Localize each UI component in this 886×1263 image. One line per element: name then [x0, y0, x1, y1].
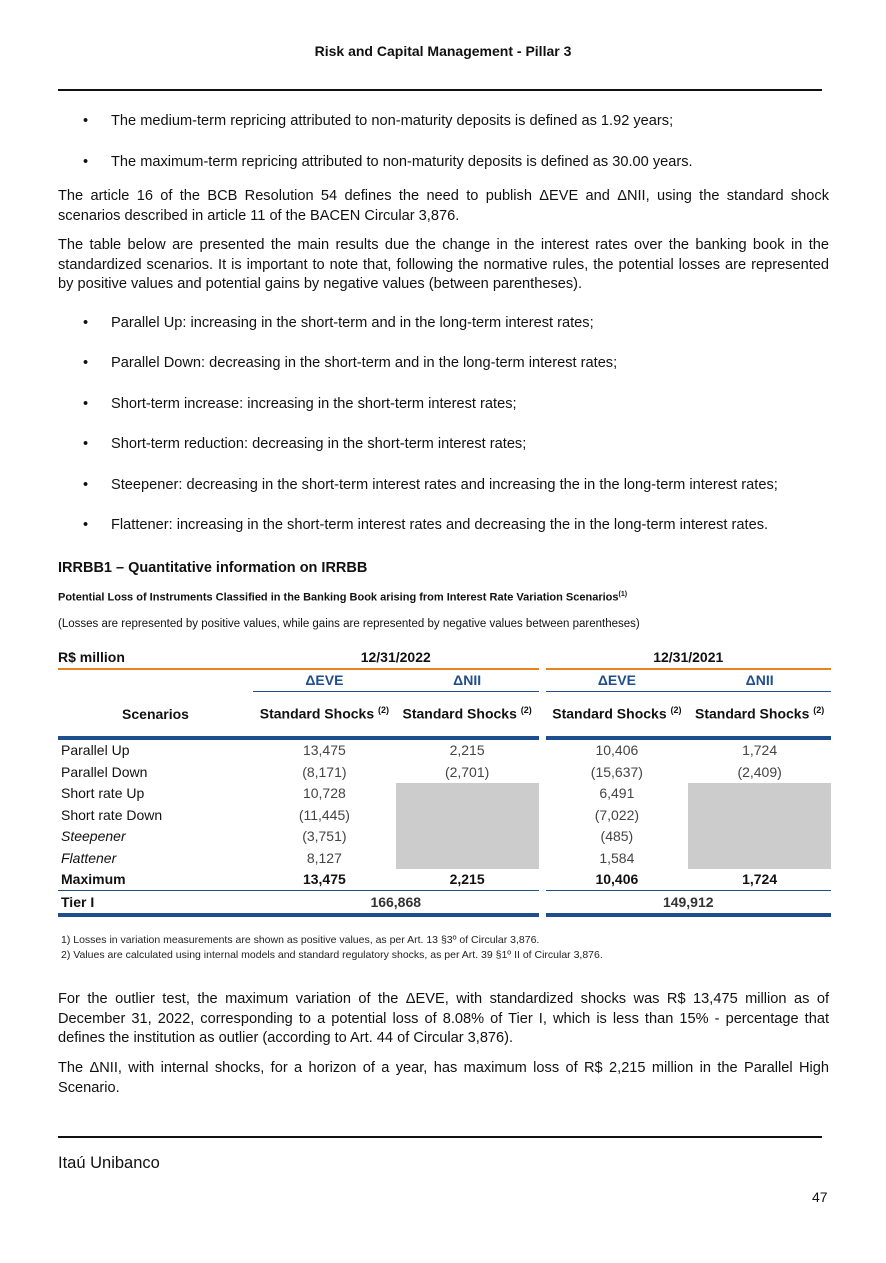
- empty-shaded-cell: [688, 783, 831, 805]
- empty-shaded-cell: [396, 826, 539, 848]
- section-title: IRRBB1 – Quantitative information on IRRBB: [58, 560, 368, 576]
- tier1-label: Tier I: [58, 891, 253, 915]
- maximum-label: Maximum: [58, 869, 253, 891]
- paragraph: The article 16 of the BCB Resolution 54 defines the need to publish ΔEVE and ΔNII, using the standard shock scenarios described in article 11 of the BACEN Circular 3,876.: [58, 188, 829, 224]
- metric-header: ΔEVE: [546, 669, 689, 692]
- value-cell: 10,406: [595, 742, 639, 759]
- empty-shaded-cell: [688, 847, 831, 869]
- bullet-item: • Parallel Down: decreasing in the short-term and in the long-term interest rates;: [83, 355, 618, 371]
- period-header: 12/31/2022: [253, 646, 539, 669]
- empty-shaded-cell: [688, 804, 831, 826]
- scenario-name: Flattener: [61, 849, 117, 866]
- blank-cell: [58, 669, 253, 692]
- scenario-name: Short rate Up: [61, 785, 145, 802]
- value-cell: 8,127: [306, 849, 342, 866]
- paragraph: The table below are presented the main results due the change in the interest rates over the banking book in the standardized scenarios. It is important to note that, following the normative rules, the potential losses are represented by positive values and potential gains by negative values (between parentheses).: [58, 237, 829, 292]
- table-note: (Losses are represented by positive values, while gains are represented by negative values between parentheses): [58, 618, 640, 630]
- column-gap: [539, 761, 546, 783]
- table-row: [58, 761, 831, 783]
- column-gap: [539, 826, 546, 848]
- value-cell: 10,728: [302, 785, 346, 802]
- column-gap: [539, 646, 546, 669]
- value-cell: (7,022): [594, 806, 640, 823]
- tier1-row: [58, 891, 831, 915]
- table-row: [58, 804, 831, 826]
- value-cell: 13,475: [302, 742, 346, 759]
- bullet-item: • Flattener: increasing in the short-term interest rates and decreasing the in the long-term interest rates.: [83, 517, 769, 533]
- column-gap: [539, 669, 546, 692]
- scenario-name: Short rate Down: [61, 806, 163, 823]
- column-gap: [539, 869, 546, 891]
- value-cell: (2,701): [444, 763, 490, 780]
- bullet-item: • Parallel Up: increasing in the short-term and in the long-term interest rates;: [83, 315, 594, 331]
- empty-shaded-cell: [396, 847, 539, 869]
- empty-shaded-cell: [396, 804, 539, 826]
- table-row: [58, 783, 831, 805]
- empty-shaded-cell: [396, 783, 539, 805]
- column-gap: [539, 804, 546, 826]
- scenario-name: Parallel Down: [61, 763, 148, 780]
- metric-header: ΔNII: [396, 669, 539, 692]
- maximum-value: 2,215: [396, 869, 539, 891]
- scenarios-header: Scenarios: [58, 692, 253, 738]
- maximum-value: 1,724: [688, 869, 831, 891]
- column-gap: [539, 783, 546, 805]
- footer-rule: [58, 1136, 822, 1138]
- table-title: Potential Loss of Instruments Classified in the Banking Book arising from Interest Rate Variation Scenarios$^{(1)}$: [58, 591, 628, 604]
- metric-header: ΔNII: [688, 669, 831, 692]
- shock-header: Standard Shocks $^{(2)}$: [253, 692, 396, 738]
- value-cell: (3,751): [302, 828, 347, 845]
- tier1-value: 166,868: [253, 891, 539, 915]
- maximum-value: 13,475: [253, 869, 396, 891]
- column-gap: [539, 738, 546, 762]
- column-gap: [539, 692, 546, 738]
- footer-company: Itaú Unibanco: [58, 1154, 160, 1172]
- period-header: 12/31/2021: [546, 646, 832, 669]
- value-cell: 1,724: [742, 742, 778, 759]
- unit-label: R$ million: [58, 646, 253, 669]
- footnote: 2) Values are calculated using internal models and standard regulatory shocks, as per Art. 39 §1º II of Circular 3,876.: [61, 949, 603, 961]
- value-cell: 1,584: [599, 849, 635, 866]
- value-cell: (11,445): [298, 806, 350, 823]
- footnote: 1) Losses in variation measurements are shown as positive values, as per Art. 13 §3º of Circular 3,876.: [61, 934, 540, 946]
- irrbb-table: [58, 646, 831, 917]
- column-gap: [539, 847, 546, 869]
- metric-header: ΔEVE: [253, 669, 396, 692]
- bullet-item: • Short-term increase: increasing in the short-term interest rates;: [83, 396, 517, 412]
- value-cell: 6,491: [599, 785, 635, 802]
- value-cell: (485): [600, 828, 634, 845]
- bullet-item: • The medium-term repricing attributed to non-maturity deposits is defined as 1.92 years;: [83, 113, 674, 129]
- table-row: [58, 738, 831, 762]
- value-cell: (8,171): [302, 763, 347, 780]
- shock-header: Standard Shocks $^{(2)}$: [688, 692, 831, 738]
- page-number: 47: [812, 1189, 828, 1205]
- paragraph: For the outlier test, the maximum variation of the ΔEVE, with standardized shocks was R$ 13,475 million as of December 31, 2022, corresponding to a potential loss of 8.08% of Tier I, which is less than 15% - percentage that defines the institution as outlier (according to Art. 44 of Circular 3,876).: [58, 991, 829, 1046]
- scenario-name: Parallel Up: [61, 742, 130, 759]
- bullet-item: • The maximum-term repricing attributed to non-maturity deposits is defined as 30.00 years.: [83, 154, 693, 170]
- maximum-value: 10,406: [546, 869, 689, 891]
- table-row: [58, 826, 831, 848]
- table-row: [58, 847, 831, 869]
- scenario-name: Steepener: [61, 828, 126, 845]
- value-cell: (15,637): [590, 763, 643, 780]
- empty-shaded-cell: [688, 826, 831, 848]
- bullet-item: • Steepener: decreasing in the short-term interest rates and increasing the in the long-term interest rates;: [83, 477, 778, 493]
- paragraph: The ΔNII, with internal shocks, for a horizon of a year, has maximum loss of R$ 2,215 million in the Parallel High Scenario.: [58, 1060, 829, 1096]
- page-header-title: Risk and Capital Management - Pillar 3: [314, 43, 572, 59]
- tier1-value: 149,912: [546, 891, 832, 915]
- shock-header: Standard Shocks $^{(2)}$: [546, 692, 689, 738]
- shock-header: Standard Shocks $^{(2)}$: [396, 692, 539, 738]
- header-rule: [58, 89, 822, 91]
- value-cell: (2,409): [737, 763, 782, 780]
- value-cell: 2,215: [449, 742, 485, 759]
- column-gap: [539, 891, 546, 915]
- maximum-row: [58, 869, 831, 891]
- bullet-item: • Short-term reduction: decreasing in the short-term interest rates;: [83, 436, 527, 452]
